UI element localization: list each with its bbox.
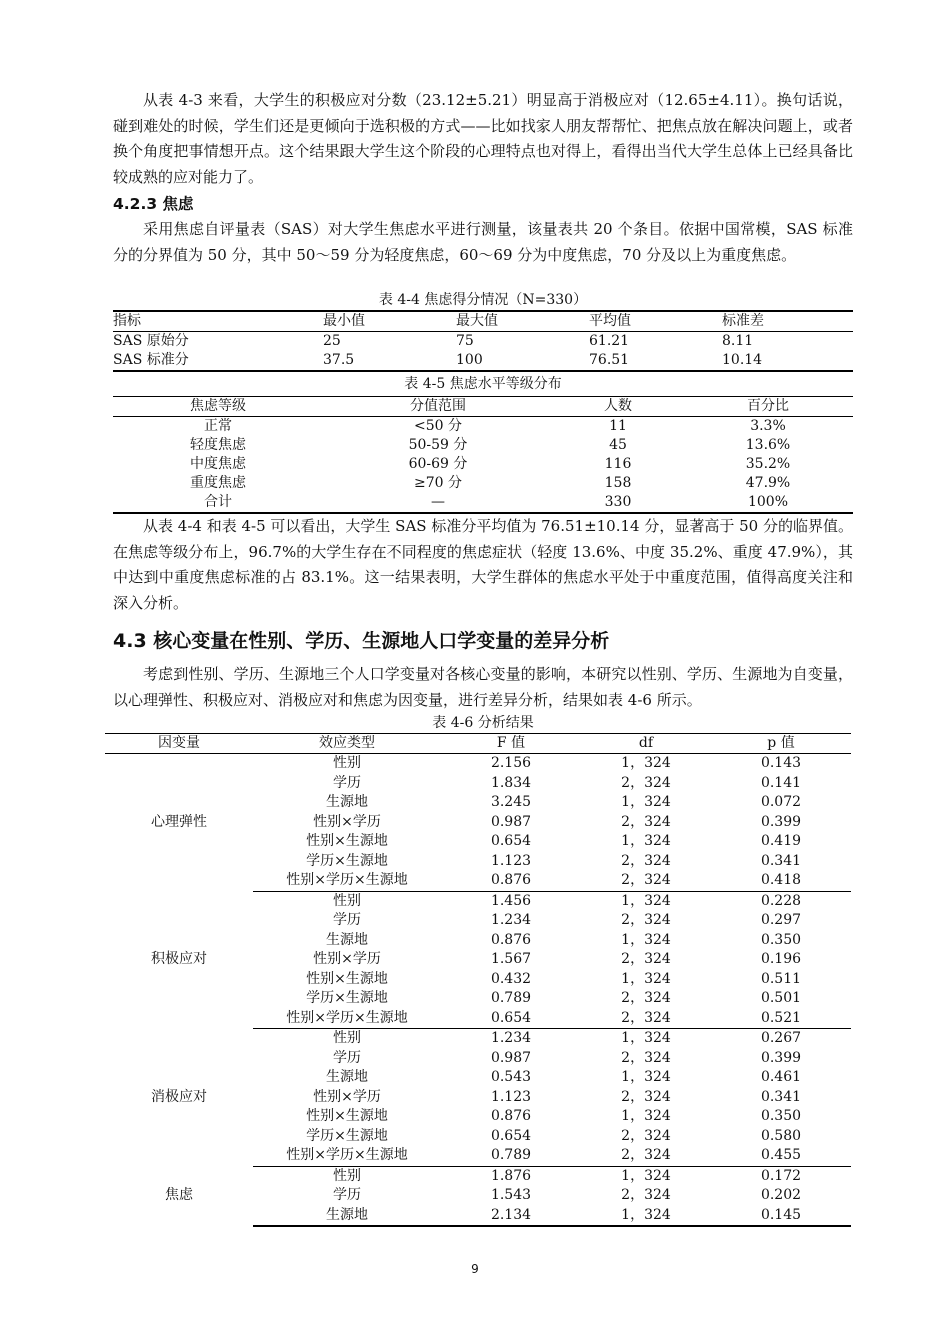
table-cell: 生源地 (326, 931, 368, 948)
table-row (105, 1029, 851, 1049)
table-group (105, 1029, 851, 1167)
table-4-6 (105, 733, 851, 1227)
header-cell: 标准差 (722, 311, 853, 332)
table-cell: 1，324 (621, 833, 671, 849)
header-cell: 平均值 (589, 311, 722, 332)
table-cell: 1.834 (490, 774, 532, 791)
header-cell: 人数 (553, 397, 683, 417)
table-cell: 学历 (333, 1187, 361, 1203)
table-cell: 性别×学历×生源地 (253, 1146, 441, 1166)
table-cell: 47.9% (745, 475, 791, 491)
table-cell: 2，324 (621, 951, 671, 967)
table-cell: 2，324 (581, 1009, 711, 1029)
table-cell: 轻度焦虑 (190, 437, 246, 453)
table-row (113, 493, 853, 513)
table-cell: 0.521 (711, 1009, 851, 1029)
header-cell: p 值 (711, 734, 851, 754)
table-cell: 2，324 (621, 1127, 671, 1144)
table-cell: 重度焦虑 (190, 475, 246, 491)
dependent-variable-cell: 心理弹性 (151, 813, 207, 830)
table-cell: 1.123 (490, 1088, 532, 1105)
table-cell: 1.876 (490, 1167, 532, 1184)
table-cell: 0.419 (760, 833, 802, 849)
table-group (105, 1166, 851, 1226)
table-cell: 性别 (333, 755, 361, 771)
table-cell: 学历×生源地 (306, 852, 388, 869)
table-row (105, 891, 851, 911)
table-cell: SAS 标准分 (113, 351, 323, 371)
table-cell: 0.455 (711, 1146, 851, 1166)
table-cell: 0.350 (760, 1108, 802, 1124)
table-cell: 2，324 (621, 813, 671, 830)
table-cell: 0.267 (760, 1030, 802, 1046)
table-cell: 0.399 (760, 813, 802, 830)
table-cell: 学历 (333, 774, 361, 791)
table-cell: 60-69 分 (408, 456, 468, 472)
header-cell: 分值范围 (323, 397, 553, 417)
table-cell: 0.461 (760, 1069, 802, 1085)
table-cell: 生源地 (253, 1206, 441, 1227)
table-header-row (113, 311, 853, 332)
table-cell: 正常 (204, 418, 232, 434)
table-cell: 0.297 (760, 912, 802, 928)
table-cell: 合计 (113, 493, 323, 513)
table-cell: 0.789 (441, 1146, 581, 1166)
table-cell: 61.21 (589, 333, 630, 349)
table-cell: 学历×生源地 (306, 990, 388, 1006)
table-cell: 0.432 (490, 970, 532, 987)
table-cell: 0.341 (760, 852, 802, 869)
table-cell: 1，324 (621, 1030, 671, 1046)
table-cell: 1.123 (490, 852, 532, 869)
table-cell: 0.072 (760, 794, 802, 810)
table-cell: 0.501 (760, 990, 802, 1006)
table-cell: 0.654 (441, 1009, 581, 1029)
table-cell: 2，324 (621, 990, 671, 1006)
table-cell: 45 (609, 437, 627, 453)
table-cell: 50-59 分 (408, 437, 468, 453)
table-cell: 0.876 (441, 871, 581, 891)
table-4-4-caption: 表 4-4 焦虑得分情况（N=330） (378, 292, 588, 308)
header-cell: df (581, 734, 711, 754)
table-row (113, 351, 853, 371)
header-cell: 百分比 (683, 397, 853, 417)
table-cell: 100% (683, 493, 853, 513)
page-number: 9 (471, 1262, 479, 1276)
table-row (113, 332, 853, 352)
table-row (105, 1166, 851, 1186)
table-cell: 学历×生源地 (306, 1127, 388, 1144)
table-group (105, 891, 851, 1029)
table-cell: 25 (323, 333, 341, 349)
table-cell: 2，324 (581, 1146, 711, 1166)
table-cell: 0.172 (760, 1167, 802, 1184)
table-row (113, 436, 853, 455)
table-cell: 0.341 (760, 1088, 802, 1105)
table-row (113, 417, 853, 437)
table-cell: 0.654 (490, 1127, 532, 1144)
table-cell: 0.202 (760, 1187, 802, 1203)
table-row (113, 455, 853, 474)
table-cell: 0.228 (760, 892, 802, 909)
dependent-variable-cell: 焦虑 (165, 1187, 193, 1204)
table-cell: 100 (456, 351, 589, 371)
table-cell: 0.511 (760, 970, 802, 987)
table-cell: 3.3% (750, 418, 786, 434)
table-cell: 1.234 (490, 1030, 532, 1046)
table-cell: 2，324 (621, 1049, 671, 1066)
table-cell: 性别 (333, 1030, 361, 1046)
table-4-5 (113, 396, 853, 514)
dependent-variable-cell: 消极应对 (151, 1088, 207, 1105)
paragraph-difference-method: 考虑到性别、学历、生源地三个人口学变量对各核心变量的影响，本研究以性别、学历、生源地为自变量，以心理弹性、积极应对、消极应对和焦虑为因变量，进行差异分析，结果如表 4-6 所示。 (113, 665, 853, 709)
header-cell: 效应类型 (253, 734, 441, 754)
table-cell: 学历 (333, 1049, 361, 1066)
table-cell: 8.11 (722, 333, 754, 349)
table-cell: 2，324 (621, 852, 671, 869)
table-cell: 0.654 (490, 833, 532, 849)
table-cell: 2，324 (621, 1088, 671, 1105)
table-cell: 0.350 (760, 931, 802, 948)
table-cell: 1，324 (621, 892, 671, 909)
table-cell: 性别 (333, 892, 361, 909)
table-cell: 0.987 (490, 813, 532, 830)
table-cell: 2，324 (581, 871, 711, 891)
table-cell: 1，324 (581, 1206, 711, 1227)
table-cell: 158 (604, 475, 632, 491)
table-4-4 (113, 310, 853, 372)
paragraph-anxiety-results: 从表 4-4 和表 4-5 可以看出，大学生 SAS 标准分平均值为 76.51±10.14 分，显著高于 50 分的临界值。在焦虑等级分布上，96.7%的大学生存在不同程度的焦虑症状（轻度 13.6%、中度 35.2%、重度 47.9%），其中达到中重度焦虑标准的占 83.1%。这一结果表明，大学生群体的焦虑水平处于中重度范围，值得高度关注和深入分析。 (113, 517, 853, 612)
table-cell: 2，324 (621, 774, 671, 791)
table-cell: 2，324 (621, 912, 671, 928)
table-cell: 2.156 (490, 755, 532, 771)
table-cell: 35.2% (745, 456, 791, 472)
table-cell: 0.543 (490, 1069, 532, 1085)
table-cell: 性别×学历 (313, 1088, 381, 1105)
header-cell: 指标 (113, 311, 323, 332)
table-cell: 1，324 (621, 1167, 671, 1184)
table-cell: 3.245 (490, 794, 532, 810)
table-cell: 1，324 (621, 755, 671, 771)
table-cell: SAS 原始分 (113, 333, 189, 349)
table-cell: 330 (553, 493, 683, 513)
table-cell: 性别×生源地 (306, 1108, 388, 1124)
table-cell: 0.399 (760, 1049, 802, 1066)
paragraph-sas-method: 采用焦虑自评量表（SAS）对大学生焦虑水平进行测量，该量表共 20 个条目。依据中国常模，SAS 标准分的分界值为 50 分，其中 50～59 分为轻度焦虑，60～69 分为中度焦虑，70 分及以上为重度焦虑。 (113, 220, 853, 264)
header-cell: 因变量 (105, 734, 253, 754)
table-cell: 性别 (333, 1167, 361, 1184)
table-row (105, 754, 851, 774)
table-cell: 生源地 (326, 794, 368, 810)
table-cell: 0.580 (760, 1127, 802, 1144)
table-cell: — (323, 493, 553, 513)
table-header-row (105, 734, 851, 754)
table-cell: 学历 (333, 912, 361, 928)
table-cell: 1，324 (621, 794, 671, 810)
table-cell: 1，324 (621, 1069, 671, 1085)
table-cell: 性别×学历×生源地 (253, 871, 441, 891)
table-cell: 0.418 (711, 871, 851, 891)
table-cell: 11 (609, 418, 627, 434)
table-cell: 0.141 (760, 774, 802, 791)
table-cell: 1.456 (490, 892, 532, 909)
dependent-variable-cell: 积极应对 (151, 951, 207, 967)
table-cell: 75 (456, 333, 474, 349)
table-cell: ≥70 分 (414, 475, 462, 491)
table-cell: 10.14 (722, 351, 853, 371)
table-cell: 性别×生源地 (306, 833, 388, 849)
table-cell: 1.234 (490, 912, 532, 928)
table-cell: 性别×学历 (313, 951, 381, 967)
table-cell: 0.876 (490, 1108, 532, 1124)
table-cell: 0.145 (711, 1206, 851, 1227)
table-cell: 1，324 (621, 970, 671, 987)
table-cell: 中度焦虑 (190, 456, 246, 472)
table-cell: 37.5 (323, 351, 456, 371)
table-cell: 1，324 (621, 931, 671, 948)
header-cell: 最小值 (323, 311, 456, 332)
table-cell: 76.51 (589, 351, 722, 371)
table-cell: 性别×学历×生源地 (253, 1009, 441, 1029)
table-cell: 0.876 (490, 931, 532, 948)
table-cell: 0.987 (490, 1049, 532, 1066)
table-group (105, 754, 851, 892)
table-4-5-caption: 表 4-5 焦虑水平等级分布 (404, 376, 562, 392)
table-cell: 1.543 (490, 1187, 532, 1203)
table-cell: <50 分 (414, 418, 462, 434)
table-cell: 1.567 (490, 951, 532, 967)
table-cell: 2，324 (621, 1187, 671, 1203)
paragraph-coping-summary: 从表 4-3 来看，大学生的积极应对分数（23.12±5.21）明显高于消极应对（12.65±4.11）。换句话说，碰到难处的时候，学生们还是更倾向于选积极的方式——比如找家人朋友帮帮忙、把焦点放在解决问题上，或者换个角度把事情想开点。这个结果跟大学生这个阶段的心理特点也对得上，看得出当代大学生总体上已经具备比较成熟的应对能力了。 (113, 91, 853, 186)
header-cell: 最大值 (456, 311, 589, 332)
section-heading-difference-analysis: 4.3 核心变量在性别、学历、生源地人口学变量的差异分析 (113, 630, 610, 652)
header-cell: F 值 (441, 734, 581, 754)
table-header-row (113, 397, 853, 417)
table-cell: 2.134 (441, 1206, 581, 1227)
table-cell: 性别×生源地 (306, 970, 388, 987)
table-cell: 生源地 (326, 1069, 368, 1085)
table-cell: 0.789 (490, 990, 532, 1006)
section-heading-anxiety: 4.2.3 焦虑 (113, 195, 194, 213)
table-4-6-caption: 表 4-6 分析结果 (432, 715, 534, 731)
table-cell: 性别×学历 (313, 813, 381, 830)
header-cell: 焦虑等级 (113, 397, 323, 417)
table-cell: 1，324 (621, 1108, 671, 1124)
table-cell: 116 (604, 456, 632, 472)
table-cell: 0.196 (760, 951, 802, 967)
table-cell: 13.6% (745, 437, 791, 453)
table-cell: 0.143 (760, 755, 802, 771)
table-row (113, 474, 853, 493)
page-content (113, 88, 853, 1227)
